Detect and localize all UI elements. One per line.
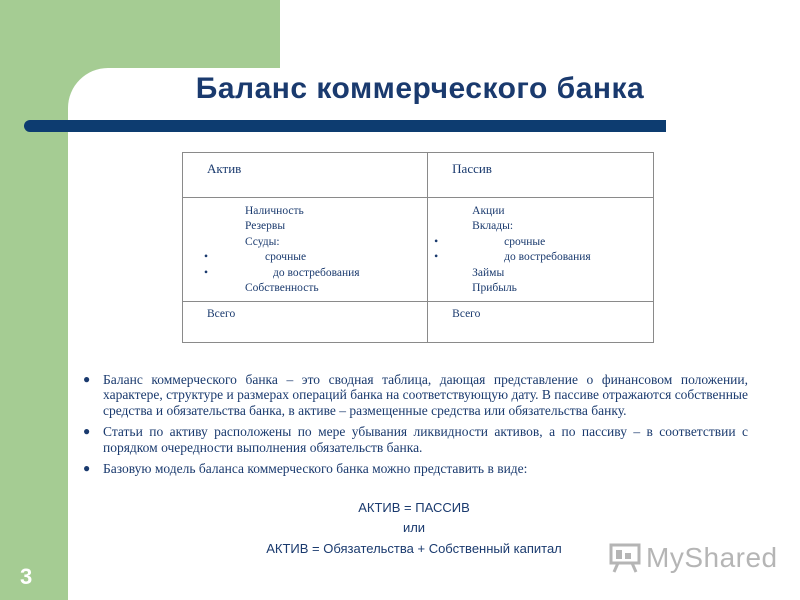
presentation-board-icon: [608, 542, 642, 574]
liabilities-item: Прибыль: [472, 282, 517, 295]
bullet-dot: •: [204, 251, 209, 264]
bullet-dot: •: [434, 251, 439, 264]
watermark: [608, 540, 778, 576]
liabilities-item: Вклады:: [472, 220, 514, 233]
assets-total: Всего: [207, 308, 236, 320]
bullet-text: Статьи по активу расположены по мере убывания ликвидности активов, а по пассиву – в соответствии с порядком очередности выполнения обязательств банка.: [103, 424, 748, 455]
formula-line: АКТИВ = Обязательства + Собственный капитал: [266, 541, 562, 556]
formula-connector: или: [402, 520, 426, 535]
assets-subitem: [204, 250, 427, 265]
assets-item: Собственность: [245, 282, 319, 295]
liabilities-subitem: [434, 235, 653, 250]
table-total-row: [183, 302, 654, 343]
top-decor-strip: [0, 0, 280, 68]
liabilities-subitem-label: срочные: [504, 235, 546, 248]
bullet-item: [80, 424, 748, 455]
liabilities-header: Пассив: [452, 161, 492, 176]
assets-header-cell: [183, 153, 428, 198]
slide-title: Баланс коммерческого банка: [195, 72, 645, 105]
table-body-row: [183, 198, 654, 302]
formula-line: АКТИВ = ПАССИВ: [358, 500, 470, 515]
liabilities-total: Всего: [452, 308, 481, 320]
left-decor-strip: [0, 0, 68, 600]
slide-number: 3: [20, 564, 33, 589]
watermark-text: MyShared: [646, 542, 778, 573]
bullet-dot: ●: [83, 424, 91, 439]
bullet-dot: •: [204, 266, 209, 279]
liabilities-total-cell: [428, 302, 654, 343]
bullet-text: Баланс коммерческого банка – это сводная таблица, дающая представление о финансовом положении, характере, структуре и размерах операций банка на соответствующую дату. В пассиве отражаются собственные средства и обязательства банка, в активе – размещенные средства или обязательства банку.: [103, 372, 748, 418]
bullet-dot: •: [434, 235, 439, 248]
assets-total-cell: [183, 302, 428, 343]
bullet-list: [80, 372, 748, 482]
assets-cell: [183, 198, 428, 302]
assets-subitem-label: срочные: [265, 251, 307, 264]
bullet-item: [80, 461, 748, 476]
bullet-dot: ●: [83, 372, 91, 386]
bullet-item: [80, 372, 748, 418]
liabilities-subitem: [434, 250, 653, 265]
bullet-text: Базовую модель баланса коммерческого банка можно представить в виде:: [103, 461, 528, 477]
liabilities-item: Акции: [472, 205, 505, 217]
title-underline-bar: [24, 120, 666, 132]
bullet-dot: ●: [83, 461, 91, 476]
liabilities-item: Займы: [472, 266, 505, 279]
assets-item: Наличность: [245, 205, 304, 217]
assets-item: Резервы: [245, 220, 286, 233]
liabilities-header-cell: [428, 153, 654, 198]
assets-subitem-label: до востребования: [273, 266, 360, 279]
balance-table: [182, 152, 654, 343]
assets-list: [183, 198, 427, 296]
assets-item: Ссуды:: [245, 235, 280, 248]
content-corner: [68, 68, 148, 148]
liabilities-cell: [428, 198, 654, 302]
assets-subitem: [204, 266, 427, 281]
liabilities-list: [428, 198, 653, 296]
table-header-row: [183, 153, 654, 198]
liabilities-subitem-label: до востребования: [504, 251, 591, 264]
assets-header: Актив: [207, 161, 242, 176]
